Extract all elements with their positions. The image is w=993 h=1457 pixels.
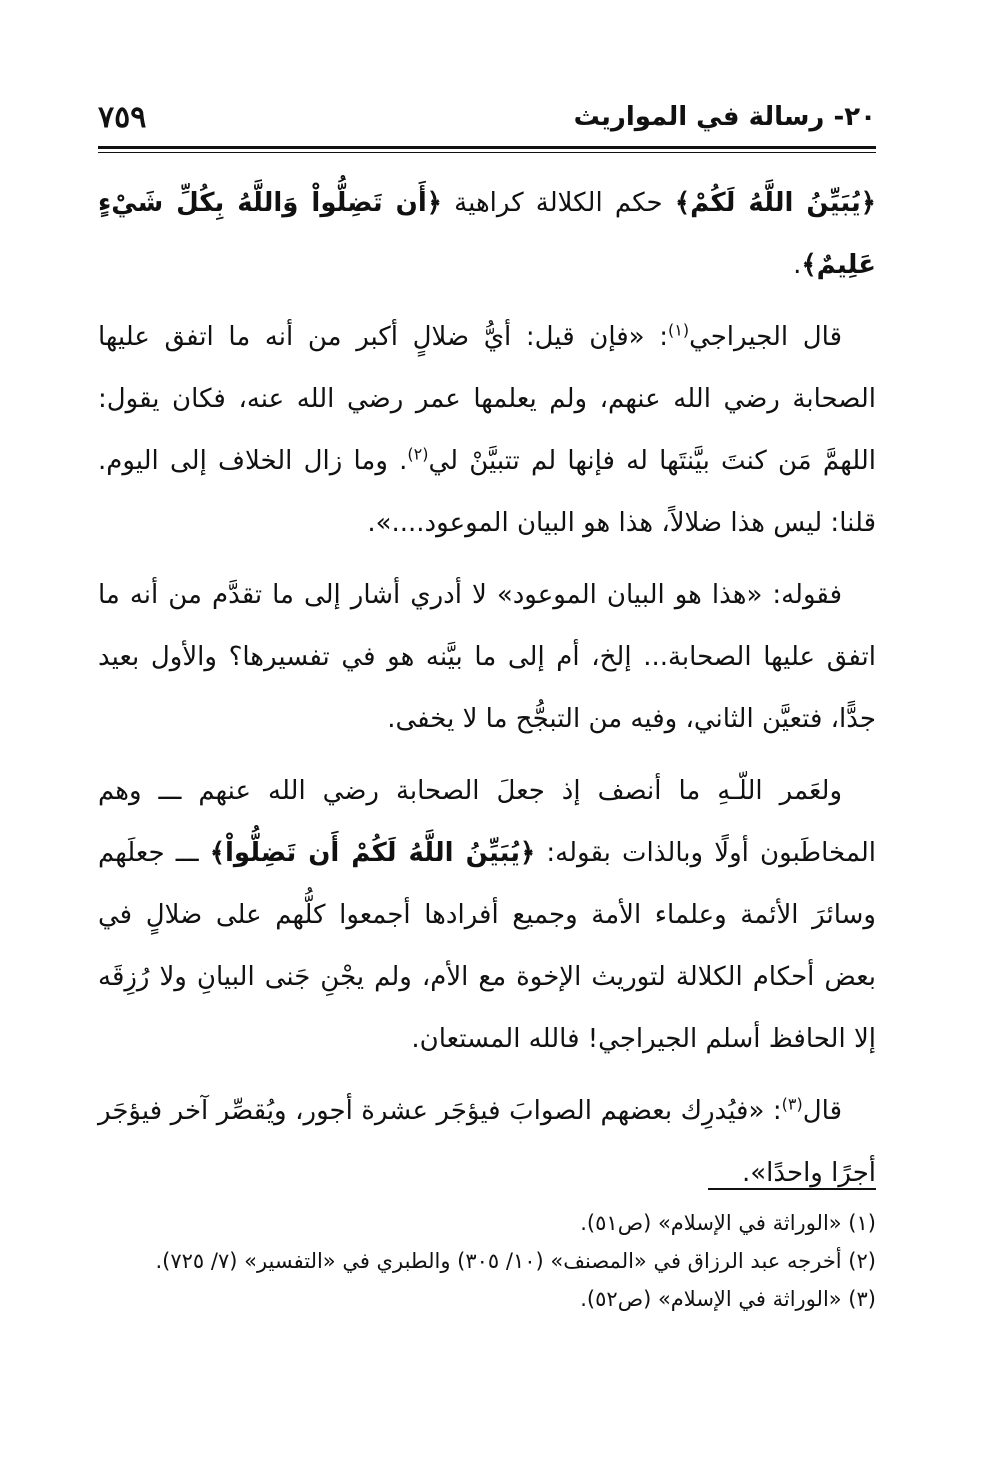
paragraph-text: ـــ جعلَهم وسائرَ الأئمة وعلماء الأمة وجميع أفرادها أجمعوا كلُّهم على ضلالٍ في بعض أحكام الكلالة لتوريث الإخوة مع الأم، ولم يجْنِ جَنى البيانِ ولا رُزِقَه إلا الحافظ أسلم الجيراجي! فالله المستعان. xyxy=(98,838,876,1054)
paragraph-text: : «فإن قيل: أيُّ ضلالٍ أكبر من أنه ما اتفق عليها الصحابة رضي الله عنهم، ولم يعلمها عمر رضي الله عنه، فكان يقول: اللهمَّ مَن كنتَ بيَّنتَها له فإنها لم تتبيَّنْ لي xyxy=(98,322,876,476)
paragraph-text: فقوله: «هذا هو البيان الموعود» لا أدري أشار إلى ما تقدَّم من أنه ما اتفق عليها الصحابة... إلخ، أم إلى ما بيَّنه هو في تفسيرها؟ والأول بعيد جدًّا، فتعيَّن الثاني، وفيه من التبجُّح ما لا يخفى. xyxy=(98,580,876,734)
quran-verse: ﴿أَن تَضِلُّواْ وَاللَّهُ بِكُلِّ شَيْءٍ عَلِيمٌ﴾ xyxy=(98,188,876,280)
page-number: ٧٥٩ xyxy=(98,100,147,135)
paragraph-text: . xyxy=(793,250,802,280)
paragraph-5 xyxy=(98,1080,876,1204)
paragraph-text: . وما زال الخلاف إلى اليوم. قلنا: ليس هذا ضلالاً، هذا هو البيان الموعود....». xyxy=(98,446,876,538)
paragraph-text: قال xyxy=(802,1096,842,1126)
paragraph-3 xyxy=(98,564,876,750)
running-title: ٢٠- رسالة في المواريث xyxy=(573,102,876,132)
paragraph-1 xyxy=(98,172,876,296)
paragraph-text: : «فيُدرِك بعضهم الصوابَ فيؤجَر عشرة أجور، ويُقصِّر آخر فيؤجَر أجرًا واحدًا». xyxy=(98,1096,876,1188)
footnote-2: (٢) أخرجه عبد الرزاق في «المصنف» (١٠/ ٣٠٥) والطبري في «التفسير» (٧/ ٧٢٥). xyxy=(155,1249,876,1273)
footnote-ref[interactable]: (٣) xyxy=(781,1094,803,1114)
page-header xyxy=(98,100,876,144)
footnote-separator xyxy=(708,1188,876,1190)
footnote-1: (١) «الوراثة في الإسلام» (ص٥١). xyxy=(580,1211,876,1235)
header-rule-thick xyxy=(98,146,876,149)
paragraph-text: ولعَمر اللّـهِ ما أنصف إذ جعلَ الصحابة رضي الله عنهم ـــ وهم المخاطَبون أولًا وبالذات بقوله: xyxy=(98,776,876,868)
main-text xyxy=(98,172,876,1214)
footnotes xyxy=(98,1204,876,1318)
footnote-3: (٣) «الوراثة في الإسلام» (ص٥٢). xyxy=(580,1287,876,1311)
footnote-ref[interactable]: (٢) xyxy=(407,444,429,464)
paragraph-4 xyxy=(98,760,876,1070)
paragraph-text: حكم الكلالة كراهية xyxy=(441,188,675,218)
footnote-ref[interactable]: (١) xyxy=(667,320,690,340)
paragraph-text: قال الجيراجي xyxy=(689,322,843,352)
header-rule-thin xyxy=(98,152,876,153)
quran-verse: ﴿يُبَيِّنُ اللَّهُ لَكُمْ﴾ xyxy=(674,188,876,218)
quran-verse: ﴿يُبَيِّنُ اللَّهُ لَكُمْ أَن تَضِلُّواْ﴾ xyxy=(209,838,536,868)
paragraph-2 xyxy=(98,306,876,554)
